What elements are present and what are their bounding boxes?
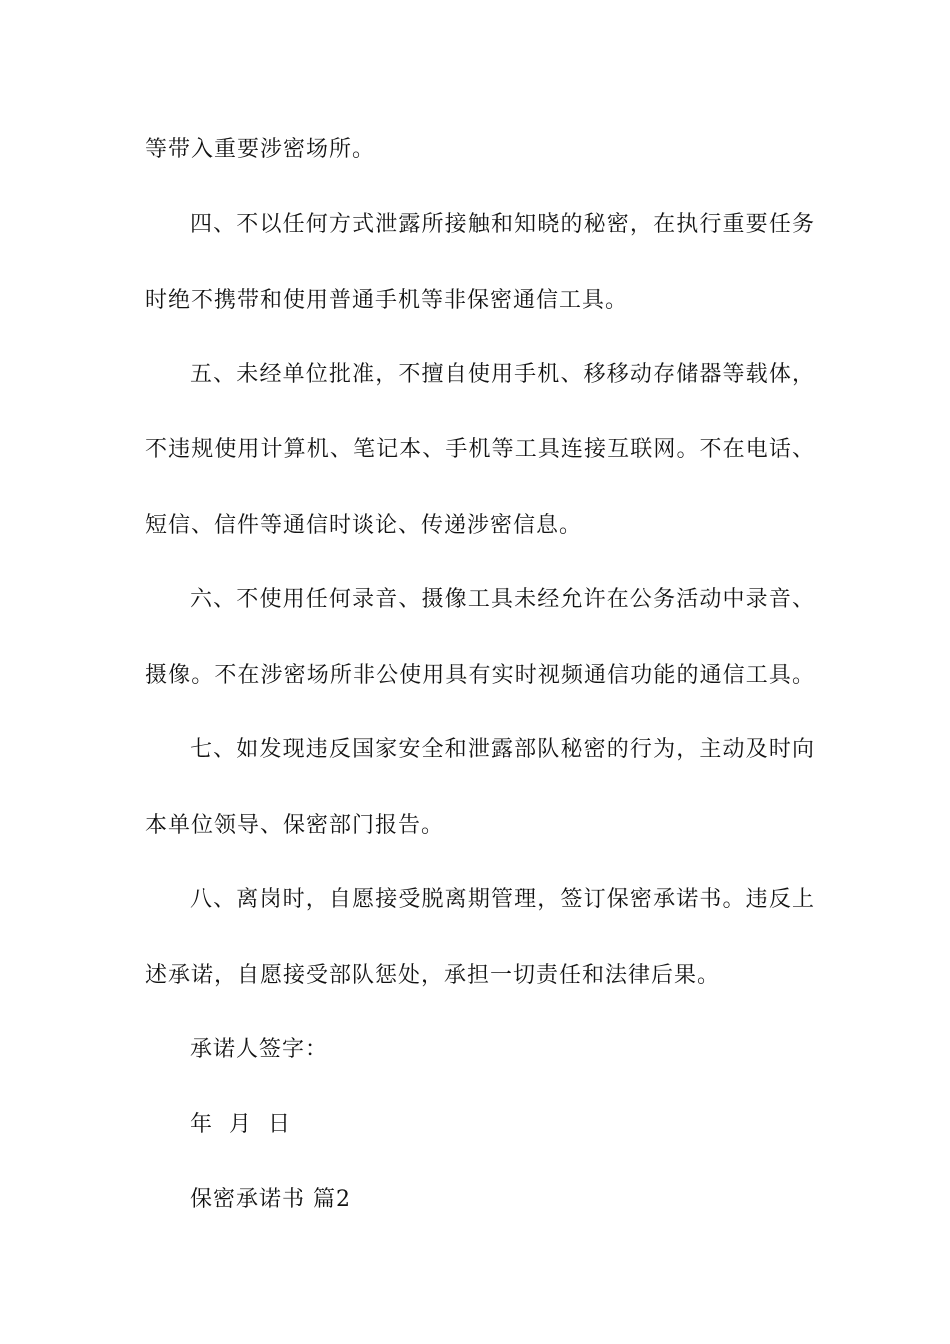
text-line: 摄像。不在涉密场所非公使用具有实时视频通信功能的通信工具。: [145, 663, 815, 688]
date-line: 年 月 日: [190, 1112, 291, 1137]
text-line: 等带入重要涉密场所。: [145, 137, 376, 162]
signature-label: 承诺人签字：: [190, 1037, 329, 1062]
text-line: 短信、信件等通信时谈论、传递涉密信息。: [145, 513, 583, 538]
text-line: 四、不以任何方式泄露所接触和知晓的秘密，在执行重要任务: [190, 212, 815, 237]
section-heading: 保密承诺书 篇2: [190, 1187, 351, 1212]
text-line: 六、不使用任何录音、摄像工具未经允许在公务活动中录音、: [190, 587, 815, 612]
text-line: 本单位领导、保密部门报告。: [145, 813, 445, 838]
text-line: 五、未经单位批准，不擅自使用手机、移移动存储器等载体，: [190, 362, 815, 387]
text-line: 述承诺，自愿接受部队惩处，承担一切责任和法律后果。: [145, 963, 721, 988]
text-line: 八、离岗时，自愿接受脱离期管理，签订保密承诺书。违反上: [190, 887, 815, 912]
text-line: 不违规使用计算机、笔记本、手机等工具连接互联网。不在电话、: [145, 437, 815, 462]
text-line: 时绝不携带和使用普通手机等非保密通信工具。: [145, 288, 629, 313]
text-line: 七、如发现违反国家安全和泄露部队秘密的行为，主动及时向: [190, 737, 815, 762]
